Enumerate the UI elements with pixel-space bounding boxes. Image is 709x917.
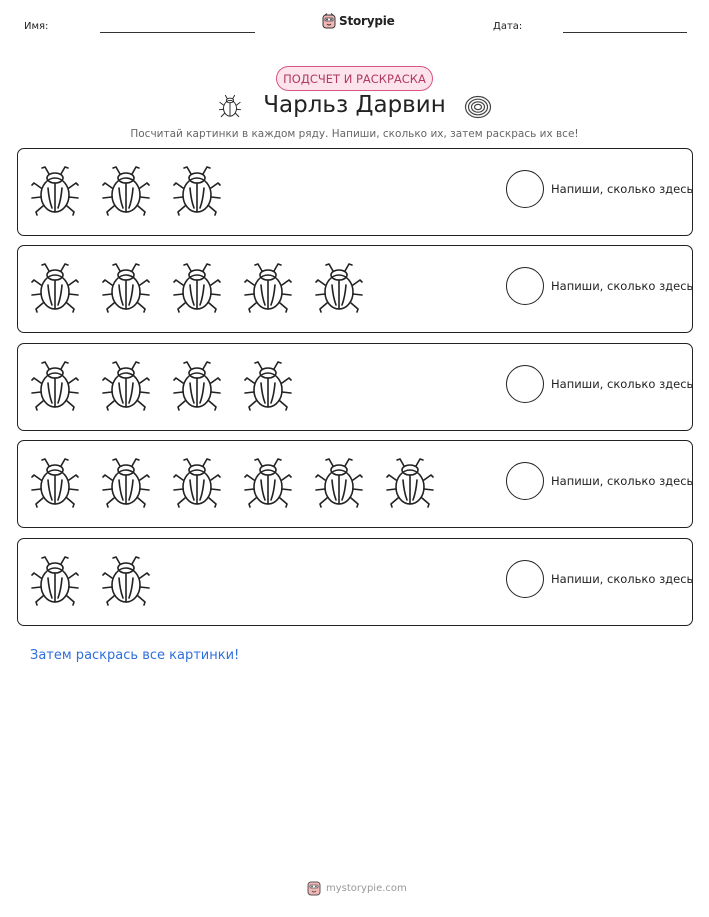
- storypie-logo: [322, 13, 395, 29]
- count-row-1: [17, 148, 693, 236]
- answer-circle[interactable]: [506, 560, 544, 598]
- count-row-3: [17, 343, 693, 431]
- beetle-icon[interactable]: [385, 456, 435, 508]
- beetle-icon[interactable]: [172, 261, 222, 313]
- footer-note: Затем раскрась все картинки!: [30, 648, 240, 663]
- name-label: Имя:: [24, 21, 49, 32]
- beetle-icon[interactable]: [30, 456, 80, 508]
- name-line[interactable]: [100, 32, 255, 33]
- beetle-icon[interactable]: [243, 359, 293, 411]
- beetle-icon[interactable]: [101, 456, 151, 508]
- storypie-mascot-icon: [322, 13, 336, 29]
- count-row-5: [17, 538, 693, 626]
- beetle-icon[interactable]: [30, 164, 80, 216]
- beetle-icon[interactable]: [30, 261, 80, 313]
- answer-circle[interactable]: [506, 267, 544, 305]
- answer-label: Напиши, сколько здесь: [551, 279, 694, 293]
- footer-site: mystorypie.com: [326, 882, 407, 894]
- beetle-icon[interactable]: [101, 164, 151, 216]
- answer-circle[interactable]: [506, 365, 544, 403]
- footer-brand: [307, 880, 407, 896]
- beetle-icon[interactable]: [243, 456, 293, 508]
- count-row-4: [17, 440, 693, 528]
- category-badge: ПОДСЧЕТ И РАСКРАСКА: [276, 66, 433, 91]
- date-label: Дата:: [493, 21, 523, 32]
- beetle-icon[interactable]: [172, 359, 222, 411]
- beetle-icon[interactable]: [101, 554, 151, 606]
- count-row-2: [17, 245, 693, 333]
- beetle-icon[interactable]: [101, 261, 151, 313]
- page-title: Чарльз Дарвин: [263, 92, 446, 118]
- answer-label: Напиши, сколько здесь: [551, 182, 694, 196]
- answer-label: Напиши, сколько здесь: [551, 572, 694, 586]
- beetle-icon[interactable]: [30, 554, 80, 606]
- beetle-icon[interactable]: [314, 456, 364, 508]
- beetle-icon[interactable]: [172, 456, 222, 508]
- fingerprint-icon: [464, 95, 492, 119]
- answer-label: Напиши, сколько здесь: [551, 377, 694, 391]
- beetle-icon[interactable]: [101, 359, 151, 411]
- answer-circle[interactable]: [506, 462, 544, 500]
- brand-name: Storypie: [339, 14, 395, 28]
- beetle-icon[interactable]: [172, 164, 222, 216]
- beetle-icon[interactable]: [30, 359, 80, 411]
- beetle-icon[interactable]: [243, 261, 293, 313]
- date-line[interactable]: [563, 32, 687, 33]
- answer-circle[interactable]: [506, 170, 544, 208]
- answer-label: Напиши, сколько здесь: [551, 474, 694, 488]
- storypie-mascot-icon: [307, 880, 321, 896]
- beetle-icon[interactable]: [314, 261, 364, 313]
- instruction-text: Посчитай картинки в каждом ряду. Напиши, сколько их, затем раскрась их все!: [130, 128, 579, 140]
